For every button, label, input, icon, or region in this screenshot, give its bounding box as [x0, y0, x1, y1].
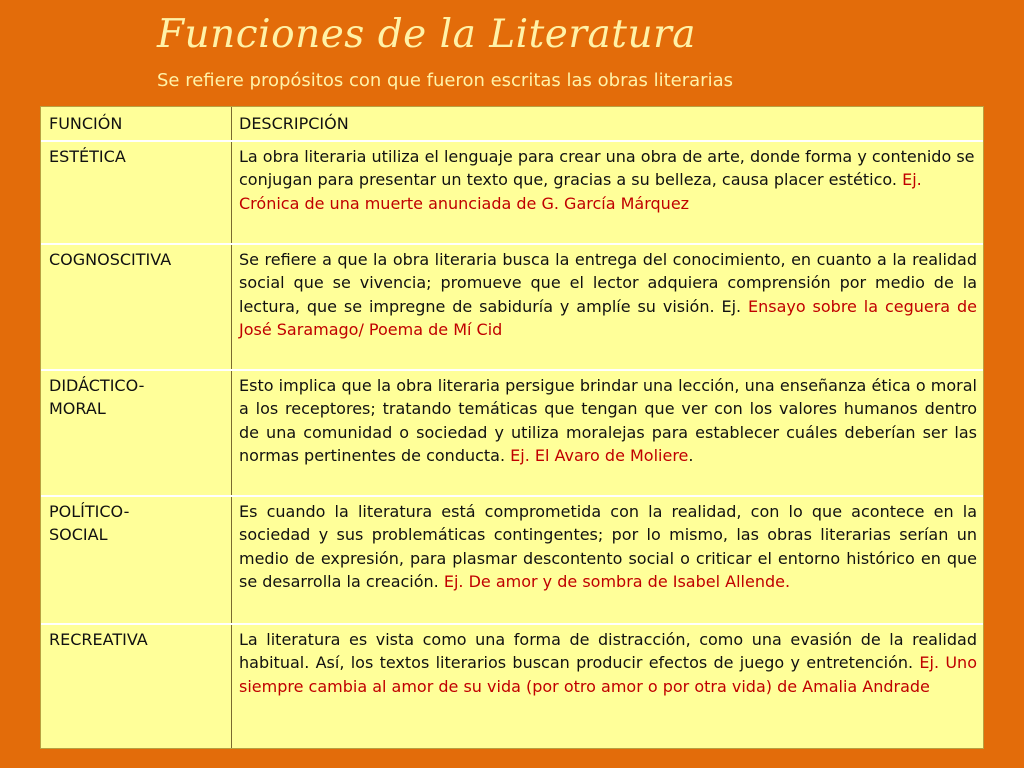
- example-text: Ensayo sobre la ceguera de José Saramago/ Poema de Mí Cid: [239, 296, 977, 339]
- header-function: FUNCIÓN: [49, 114, 123, 133]
- description-text: La obra literaria utiliza el lenguaje para crear una obra de arte, donde forma y contenido se conjugan para presentar un texto que, gracias a su belleza, causa placer estético.: [239, 147, 975, 190]
- table-header-row: [41, 107, 983, 140]
- table-row: [41, 623, 983, 748]
- description-text: Se refiere a que la obra literaria busca la entrega del conocimiento, en cuanto a la realidad social que se vivencia; promueve que el lector adquiera comprensión por medio de la lectura, que se impregne de sabiduría y amplíe su visión. Ej.: [239, 250, 977, 316]
- function-name: POLÍTICO-SOCIAL: [49, 502, 130, 544]
- trailing-text: .: [688, 445, 694, 465]
- page-subtitle: Se refiere propósitos con que fueron escritas las obras literarias: [157, 70, 733, 91]
- page-title: Funciones de la Literatura: [157, 12, 696, 57]
- example-text: Ej. El Avaro de Moliere: [510, 445, 689, 465]
- function-description: [239, 145, 977, 215]
- example-text: Ej. Crónica de una muerte anunciada de G. García Márquez: [239, 170, 922, 213]
- table-row: [41, 369, 983, 495]
- function-description: [239, 374, 977, 467]
- function-description: [239, 248, 977, 341]
- function-name: DIDÁCTICO-MORAL: [49, 376, 145, 418]
- table-row: [41, 495, 983, 623]
- description-text: Es cuando la literatura está comprometida con la realidad, con lo que acontece en la sociedad y sus problemáticas contingentes; por lo mismo, las obras literarias serían un medio de expresión, para plasmar descontento social o criticar el entorno histórico en que se desarrolla la creación.: [239, 502, 977, 591]
- example-text: Ej. Uno siempre cambia al amor de su vida (por otro amor o por otra vida) de Amalia Andrade: [239, 653, 977, 696]
- description-text: La literatura es vista como una forma de distracción, como una evasión de la realidad habitual. Así, los textos literarios buscan producir efectos de juego y entretención.: [239, 630, 977, 673]
- function-description: [239, 500, 977, 593]
- function-name: RECREATIVA: [49, 630, 148, 649]
- table-row: [41, 243, 983, 369]
- function-description: [239, 628, 977, 698]
- description-text: Esto implica que la obra literaria persigue brindar una lección, una enseñanza ética o moral a los receptores; tratando temáticas que tengan que ver con los valores humanos dentro de una comunidad o sociedad y utiliza moralejas para establecer cuáles deberían ser las normas pertinentes de conducta.: [239, 376, 977, 465]
- function-name: ESTÉTICA: [49, 147, 126, 166]
- header-description: DESCRIPCIÓN: [239, 114, 349, 133]
- example-text: Ej. De amor y de sombra de Isabel Allende.: [443, 571, 791, 591]
- function-name: COGNOSCITIVA: [49, 250, 172, 269]
- table-row: [41, 140, 983, 243]
- functions-table: [40, 106, 984, 749]
